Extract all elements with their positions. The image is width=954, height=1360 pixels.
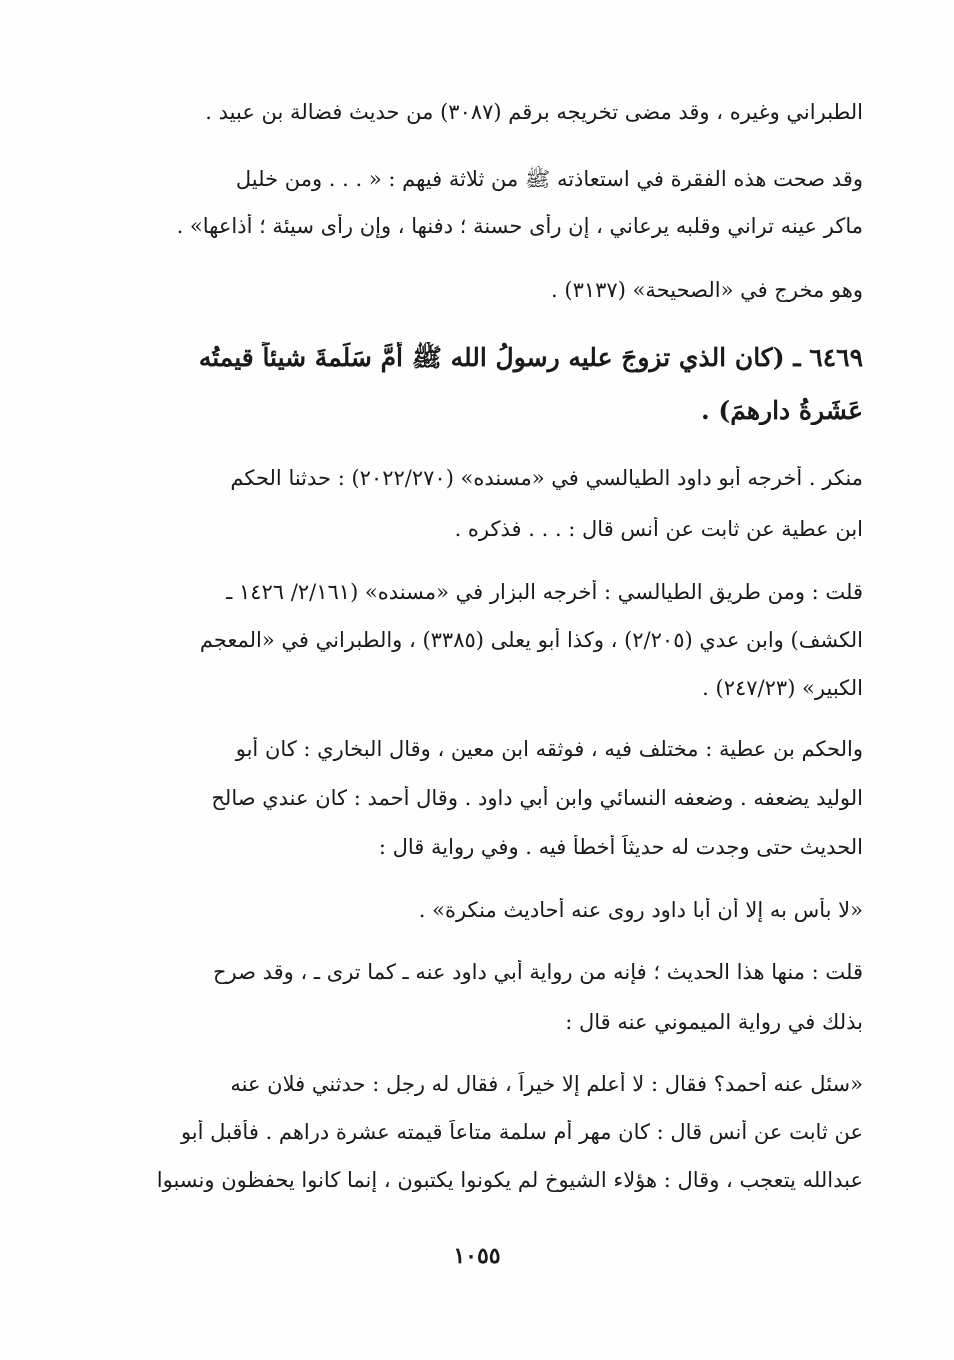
text-line: وقد صحت هذه الفقرة في استعاذته ﷺ من ثلاثة فيهم : « . . . ومن خليل [235, 167, 863, 191]
hadith-heading: عَشَرةُ دارهمَ) . [700, 396, 863, 425]
text-line: الوليد يضعفه . وضعفه النسائي وابن أبي داود . وقال أحمد : كان عندي صالح [211, 786, 863, 810]
text-line: قلت : منها هذا الحديث ؛ فإنه من رواية أبي داود عنه ـ كما ترى ـ ، وقد صرح [212, 960, 863, 984]
text-line: ماكر عينه تراني وقلبه يرعاني ، إن رأى حسنة ؛ دفنها ، وإن رأى سيئة ؛ أذاعها» . [176, 214, 863, 238]
text-line: الحديث حتى وجدت له حديثاً أخطأ فيه . وفي رواية قال : [378, 835, 863, 859]
text-line: وهو مخرج في «الصحيحة» (٣١٣٧) . [551, 278, 863, 302]
page-number: ١٠٥٥ [453, 1243, 501, 1269]
text-line: بذلك في رواية الميموني عنه قال : [565, 1010, 863, 1034]
text-line: الطبراني وغيره ، وقد مضى تخريجه برقم (٣٠٨٧) من حديث فضالة بن عبيد . [205, 100, 863, 124]
text-line: ابن عطية عن ثابت عن أنس قال : . . . فذكره . [454, 517, 863, 541]
text-line: «سئل عنه أحمد؟ فقال : لا أعلم إلا خيراً ، فقال له رجل : حدثني فلان عنه [230, 1072, 863, 1096]
text-line: قلت : ومن طريق الطيالسي : أخرجه البزار في «مسنده» (٢/١٦١/ ١٤٢٦ ـ [226, 580, 863, 604]
text-line: عن ثابت عن أنس قال : كان مهر أم سلمة متاعاً قيمته عشرة دراهم . فأقبل أبو [180, 1120, 863, 1144]
page-body [118, 0, 863, 1220]
text-line: عبدالله يتعجب ، وقال : هؤلاء الشيوخ لم يكونوا يكتبون ، إنما كانوا يحفظون ونسبوا [156, 1168, 863, 1192]
text-line: الكبير» (٢٤٧/٢٣) . [702, 676, 863, 700]
text-line: «لا بأس به إلا أن أبا داود روى عنه أحاديث منكرة» . [418, 898, 863, 922]
text-line: والحكم بن عطية : مختلف فيه ، فوثقه ابن معين ، وقال البخاري : كان أبو [235, 737, 863, 761]
hadith-heading: ٦٤٦٩ ـ (كان الذي تزوجَ عليه رسولُ الله ﷺ أمَّ سَلَمةَ شيئاً قيمتُه [198, 343, 863, 372]
text-line: الكشف) وابن عدي (٢/٢٠٥) ، وكذا أبو يعلى (٣٣٨٥) ، والطبراني في «المعجم [199, 628, 863, 652]
text-line: منكر . أخرجه أبو داود الطيالسي في «مسنده» (٢٠٢٢/٢٧٠) : حدثنا الحكم [230, 466, 863, 490]
